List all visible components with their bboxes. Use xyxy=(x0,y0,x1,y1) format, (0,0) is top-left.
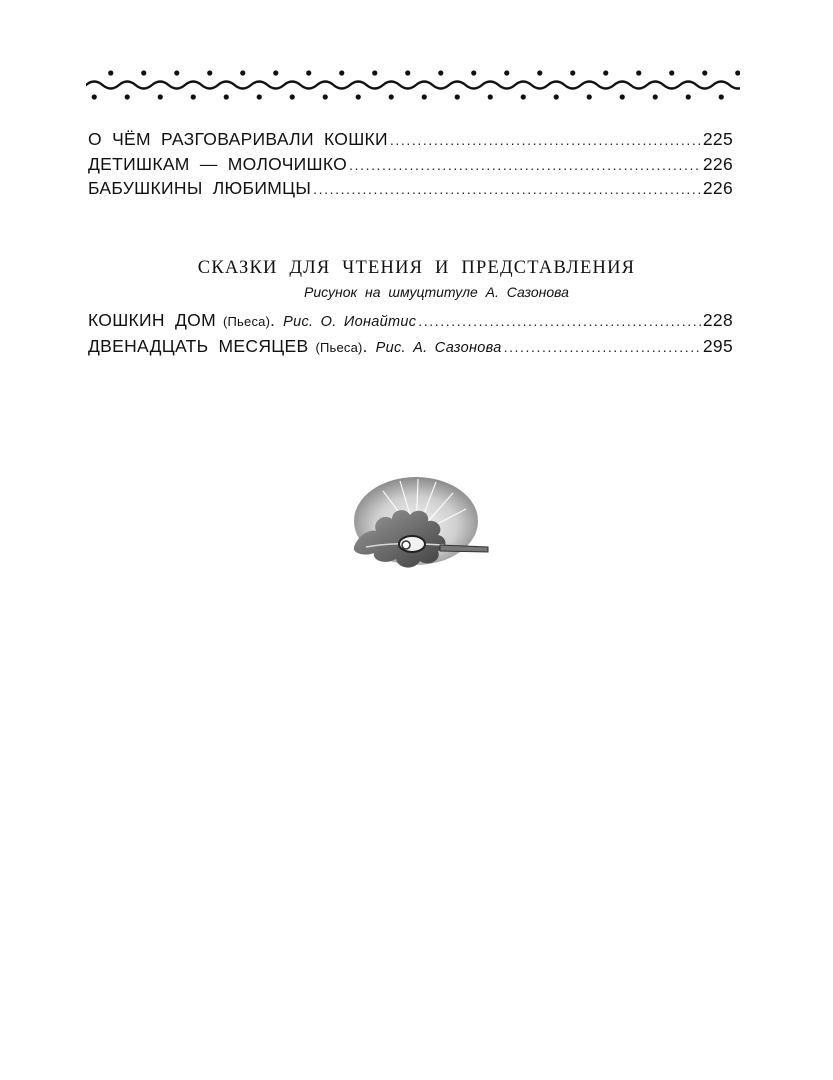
ornament-dot xyxy=(686,94,691,99)
toc-entry-page: 228 xyxy=(702,310,733,330)
dot-leader xyxy=(418,310,701,334)
ornament-dot xyxy=(108,70,113,75)
toc-entry-page: 226 xyxy=(702,178,733,198)
toc-entry-genre: (Пьеса) xyxy=(315,339,363,355)
ornament-dot xyxy=(257,94,262,99)
ornament-dot xyxy=(719,94,724,99)
toc-entry-page: 225 xyxy=(702,129,733,149)
decorative-wavy-border xyxy=(86,68,740,102)
ornament-dot xyxy=(587,94,592,99)
ornament-dot xyxy=(636,70,641,75)
toc-entry[interactable]: ДВЕНАДЦАТЬ МЕСЯЦЕВ (Пьеса) . Рис. А. Сазонова ..... 295 xyxy=(88,335,733,361)
oak-leaf-vignette-icon xyxy=(348,473,493,585)
toc-entry-title: ДЕТИШКАМ — МОЛОЧИШКО xyxy=(88,153,348,174)
ornament-dot xyxy=(554,94,559,99)
ornament-dot xyxy=(273,70,278,75)
toc-entry-title: ДВЕНАДЦАТЬ МЕСЯЦЕВ xyxy=(88,335,309,356)
ornament-dot xyxy=(356,94,361,99)
ornament-dot xyxy=(339,70,344,75)
ornament-dot xyxy=(669,70,674,75)
toc-entry[interactable] xyxy=(88,177,733,202)
toc-entry[interactable] xyxy=(88,128,733,153)
section-subheading: Рисунок на шмуцтитуле А. Сазонова xyxy=(304,284,569,300)
dot-leader xyxy=(390,129,701,153)
ornament-dot xyxy=(306,70,311,75)
toc-entry-page: 226 xyxy=(702,153,733,174)
toc-entry-credit: Рис. О. Ионайтис xyxy=(283,314,417,330)
toc-entry-title: О ЧЁМ РАЗГОВАРИВАЛИ КОШКИ xyxy=(88,129,388,149)
ornament-dot xyxy=(224,94,229,99)
dot-leader xyxy=(349,154,701,178)
ornament-dot xyxy=(455,94,460,99)
ornament-dot xyxy=(438,70,443,75)
section-heading: СКАЗКИ ДЛЯ ЧТЕНИЯ И ПРЕДСТАВЛЕНИЯ xyxy=(197,258,636,278)
ornament-dot xyxy=(158,94,163,99)
ornament-dot xyxy=(141,70,146,75)
toc-list-bottom xyxy=(88,309,733,360)
ornament-dot xyxy=(125,94,130,99)
ornament-dot xyxy=(240,70,245,75)
ornament-dot xyxy=(603,70,608,75)
toc-entry-title: КОШКИН ДОМ xyxy=(88,310,216,330)
ornament-dot xyxy=(471,70,476,75)
ornament-dot xyxy=(735,70,740,75)
ornament-dot xyxy=(653,94,658,99)
ornament-dot xyxy=(92,94,97,99)
ornament-dot xyxy=(290,94,295,99)
ornament-dot xyxy=(405,70,410,75)
ornament-dot xyxy=(191,94,196,99)
ornament-dot xyxy=(537,70,542,75)
ornament-dot xyxy=(570,70,575,75)
ornament-dot xyxy=(488,94,493,99)
ornament-dot xyxy=(702,70,707,75)
ornament-dot xyxy=(504,70,509,75)
toc-entry[interactable] xyxy=(88,153,733,178)
ornament-dot xyxy=(521,94,526,99)
ornament-dot xyxy=(389,94,394,99)
ornament-dot xyxy=(174,70,179,75)
toc-entry-page: 295 xyxy=(702,335,733,356)
toc-entry-credit: Рис. А. Сазонова xyxy=(375,339,502,356)
ornament-dot xyxy=(422,94,427,99)
toc-entry-title: БАБУШКИНЫ ЛЮБИМЦЫ xyxy=(88,178,312,198)
ornament-dot xyxy=(620,94,625,99)
ornament-dot xyxy=(207,70,212,75)
toc-entry-genre: (Пьеса) xyxy=(222,314,271,329)
dot-leader xyxy=(313,178,701,202)
ornament-dot xyxy=(372,70,377,75)
toc-list-top xyxy=(88,128,733,202)
ornament-dot xyxy=(323,94,328,99)
toc-entry[interactable]: КОШКИН ДОМ (Пьеса) . Рис. О. Ионайтис ..... 228 xyxy=(88,309,733,335)
dot-leader xyxy=(504,336,701,360)
